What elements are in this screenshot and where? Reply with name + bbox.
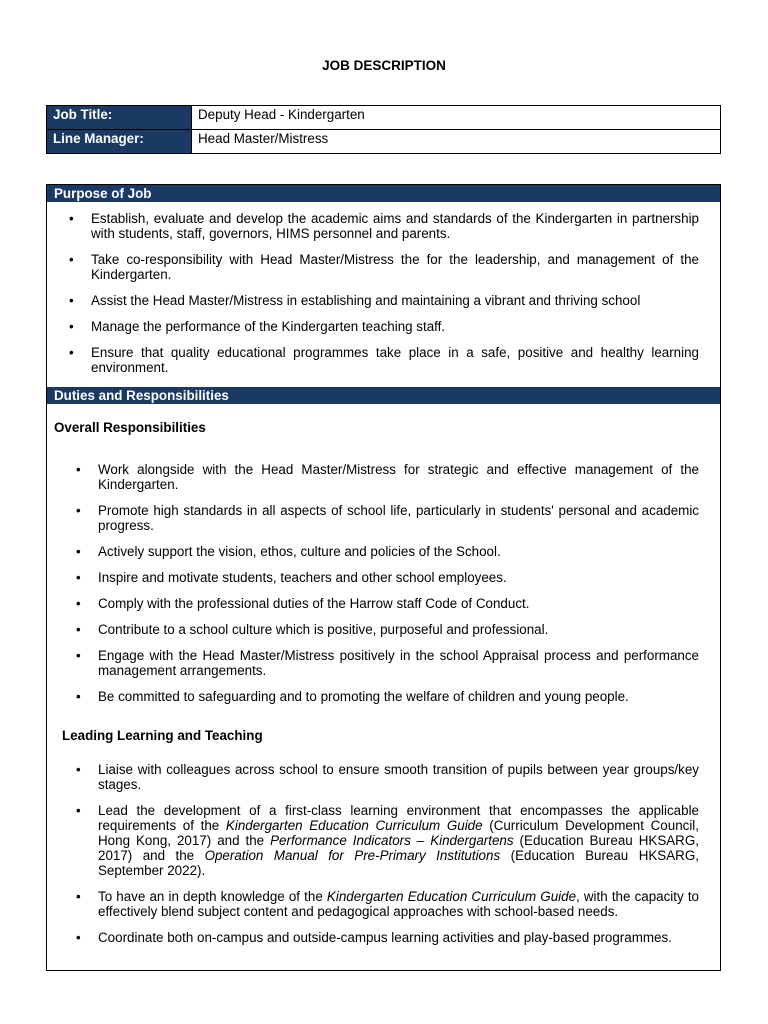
page-title: JOB DESCRIPTION xyxy=(322,58,446,73)
list-item: • Work alongside with the Head Master/Mistress for strategic and effective management of the Kindergarten. xyxy=(98,462,699,492)
job-title-value: Deputy Head - Kindergarten xyxy=(192,106,721,130)
line-manager-label: Line Manager: xyxy=(47,130,192,154)
list-item xyxy=(98,803,699,878)
list-item: • Manage the performance of the Kindergarten teaching staff. xyxy=(91,319,699,334)
list-item: • Ensure that quality educational programmes take place in a safe, positive and healthy learning environment. xyxy=(91,345,699,375)
item-text: Lead the development of a first-class learning environment that encompasses the applicable requirements of the xyxy=(98,803,699,833)
list-item xyxy=(98,889,699,919)
item-text-italic: Kindergarten Education Curriculum Guide xyxy=(225,818,483,833)
list-item: • Be committed to safeguarding and to promoting the welfare of children and young people. xyxy=(98,689,699,704)
purpose-header: Purpose of Job xyxy=(47,185,720,202)
item-text-italic: Operation Manual for Pre-Primary Institutions xyxy=(204,848,501,863)
list-item: • Actively support the vision, ethos, culture and policies of the School. xyxy=(98,544,699,559)
job-details-box xyxy=(46,184,721,971)
list-item: • Inspire and motivate students, teachers and other school employees. xyxy=(98,570,699,585)
list-item: • Establish, evaluate and develop the academic aims and standards of the Kindergarten in partnership with students, staff, governors, HIMS personnel and parents. xyxy=(91,211,699,241)
list-item: • Engage with the Head Master/Mistress positively in the school Appraisal process and performance management arrangements. xyxy=(98,648,699,678)
list-item: • Take co-responsibility with Head Master/Mistress the for the leadership, and management of the Kindergarten. xyxy=(91,252,699,282)
purpose-list xyxy=(91,211,699,375)
item-text: (Education Bureau HKSARG, September 2022). xyxy=(98,848,699,878)
list-item: • Contribute to a school culture which is positive, purposeful and professional. xyxy=(98,622,699,637)
item-text-italic: Performance Indicators – Kindergartens xyxy=(270,833,514,848)
list-item: • Coordinate both on-campus and outside-campus learning activities and play-based programmes. xyxy=(98,930,699,945)
duties-header: Duties and Responsibilities xyxy=(47,387,720,404)
list-item: • Assist the Head Master/Mistress in establishing and maintaining a vibrant and thriving school xyxy=(91,293,699,308)
list-item: • Promote high standards in all aspects of school life, particularly in students' personal and academic progress. xyxy=(98,503,699,533)
job-info-table xyxy=(46,105,721,154)
leading-learning-list xyxy=(98,762,699,945)
item-text: To have an in depth knowledge of the xyxy=(98,889,327,904)
item-text: (Curriculum Development Council, Hong Kong, 2017) and the xyxy=(98,818,700,848)
list-item: • Liaise with colleagues across school to ensure smooth transition of pupils between year groups/key stages. xyxy=(98,762,699,792)
item-text: , with the capacity to effectively blend subject content and pedagogical approaches with school-based needs. xyxy=(98,889,699,919)
leading-learning-heading: Leading Learning and Teaching xyxy=(62,728,263,743)
job-title-label: Job Title: xyxy=(47,106,192,130)
line-manager-value: Head Master/Mistress xyxy=(192,130,721,154)
item-text: (Education Bureau HKSARG, 2017) and the xyxy=(98,833,699,863)
job-title-row xyxy=(47,106,721,130)
list-item: • Comply with the professional duties of the Harrow staff Code of Conduct. xyxy=(98,596,699,611)
line-manager-row xyxy=(47,130,721,154)
overall-responsibilities-heading: Overall Responsibilities xyxy=(54,420,206,435)
overall-responsibilities-list xyxy=(98,462,699,704)
item-text-italic: Kindergarten Education Curriculum Guide xyxy=(326,889,577,904)
